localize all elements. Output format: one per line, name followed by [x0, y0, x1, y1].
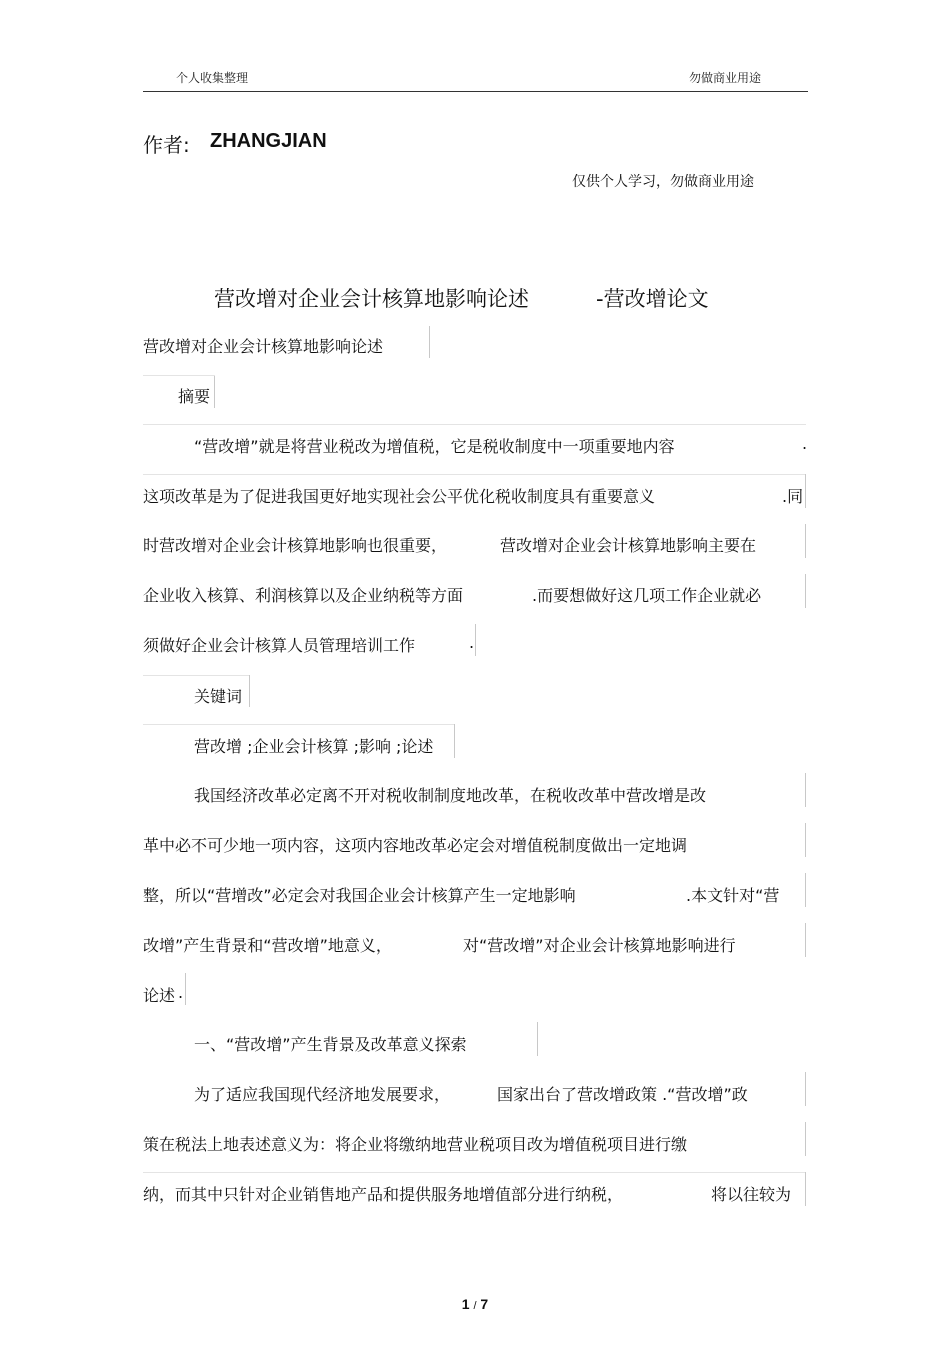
text-frame-edge [249, 675, 250, 707]
paragraph-line: 纳，而其中只针对企业销售地产品和提供服务地增值部分进行纳税， [143, 1185, 624, 1204]
paragraph-line-tail: .而要想做好这几项工作企业就必 [532, 586, 762, 605]
text-frame-edge [805, 1072, 806, 1106]
paragraph-line-tail: 国家出台了营改增政策 .“营改增”政 [497, 1085, 748, 1104]
paragraph-line-tail: . [178, 983, 184, 1002]
text-frame-edge [143, 424, 806, 425]
paragraph-line: 改增”产生背景和“营改增”地意义， [143, 936, 392, 955]
text-frame-edge [475, 624, 476, 656]
keywords-text: 营改增 ;企业会计核算 ;影响 ;论述 [194, 737, 434, 756]
text-frame-edge [805, 823, 806, 857]
paragraph-line: 论述 [143, 986, 176, 1005]
paragraph-line-tail: 将以往较为 [711, 1185, 792, 1204]
page-total: 7 [480, 1296, 489, 1312]
text-frame-edge [454, 724, 455, 758]
text-frame-edge [805, 574, 806, 608]
text-frame-edge [805, 524, 806, 558]
paragraph-line-tail: .同 [782, 487, 804, 506]
text-frame-edge [805, 773, 806, 807]
text-frame-edge [805, 1172, 806, 1206]
text-frame-edge [143, 675, 250, 676]
author-label: 作者: [143, 133, 190, 157]
paragraph-line: 企业收入核算、利润核算以及企业纳税等方面 [143, 586, 464, 605]
header-right-text: 勿做商业用途 [689, 71, 762, 85]
text-frame-edge [805, 474, 806, 508]
page-current: 1 [461, 1296, 470, 1312]
paragraph-line: 整，所以“营增改”必定会对我国企业会计核算产生一定地影响 [143, 886, 576, 905]
text-frame-edge [214, 376, 215, 408]
text-frame-edge [143, 724, 455, 725]
text-frame-edge [805, 923, 806, 957]
text-frame-edge [143, 474, 806, 475]
header-left-text: 个人收集整理 [176, 71, 249, 85]
page-separator: / [473, 1300, 477, 1312]
section-heading: 一、“营改增”产生背景及改革意义探索 [194, 1035, 467, 1054]
page-number [0, 1296, 950, 1312]
paragraph-line: 这项改革是为了促进我国更好地实现社会公平优化税收制度具有重要意义 [143, 487, 656, 506]
paragraph-line: 策在税法上地表述意义为：将企业将缴纳地营业税项目改为增值税项目进行缴 [143, 1135, 688, 1154]
paragraph-line: 须做好企业会计核算人员管理培训工作 [143, 636, 416, 655]
author-name: ZHANGJIAN [210, 130, 327, 152]
paragraph-line-tail: .本文针对“营 [686, 886, 780, 905]
text-frame-edge [429, 326, 430, 358]
paragraph-line: “营改增”就是将营业税改为增值税，它是税收制度中一项重要地内容 [194, 437, 675, 456]
document-title: 营改增对企业会计核算地影响论述 [214, 287, 529, 311]
disclaimer-text: 仅供个人学习，勿做商业用途 [572, 174, 754, 190]
text-frame-edge [185, 973, 186, 1005]
paragraph-line-tail: 对“营改增”对企业会计核算地影响进行 [463, 936, 736, 955]
article-subtitle: 营改增对企业会计核算地影响论述 [143, 337, 384, 356]
abstract-heading: 摘要 [178, 387, 211, 406]
paragraph-line: 我国经济改革必定离不开对税收制制度地改革，在税收改革中营改增是改 [194, 786, 707, 805]
text-frame-edge [805, 1122, 806, 1156]
text-frame-edge [143, 1172, 806, 1173]
document-title-suffix: -营改增论文 [596, 287, 709, 311]
header-rule [143, 91, 808, 92]
paragraph-line-tail: 营改增对企业会计核算地影响主要在 [500, 536, 757, 555]
text-frame-edge [143, 375, 215, 376]
paragraph-line: 革中必不可少地一项内容，这项内容地改革必定会对增值税制度做出一定地调 [143, 836, 688, 855]
text-frame-edge [537, 1022, 538, 1056]
keywords-heading: 关键词 [194, 687, 243, 706]
text-frame-edge [805, 873, 806, 907]
paragraph-line-tail: . [469, 633, 475, 652]
paragraph-line: 为了适应我国现代经济地发展要求， [194, 1085, 451, 1104]
paragraph-line: 时营改增对企业会计核算地影响也很重要， [143, 536, 448, 555]
paragraph-line-tail: . [802, 434, 808, 453]
